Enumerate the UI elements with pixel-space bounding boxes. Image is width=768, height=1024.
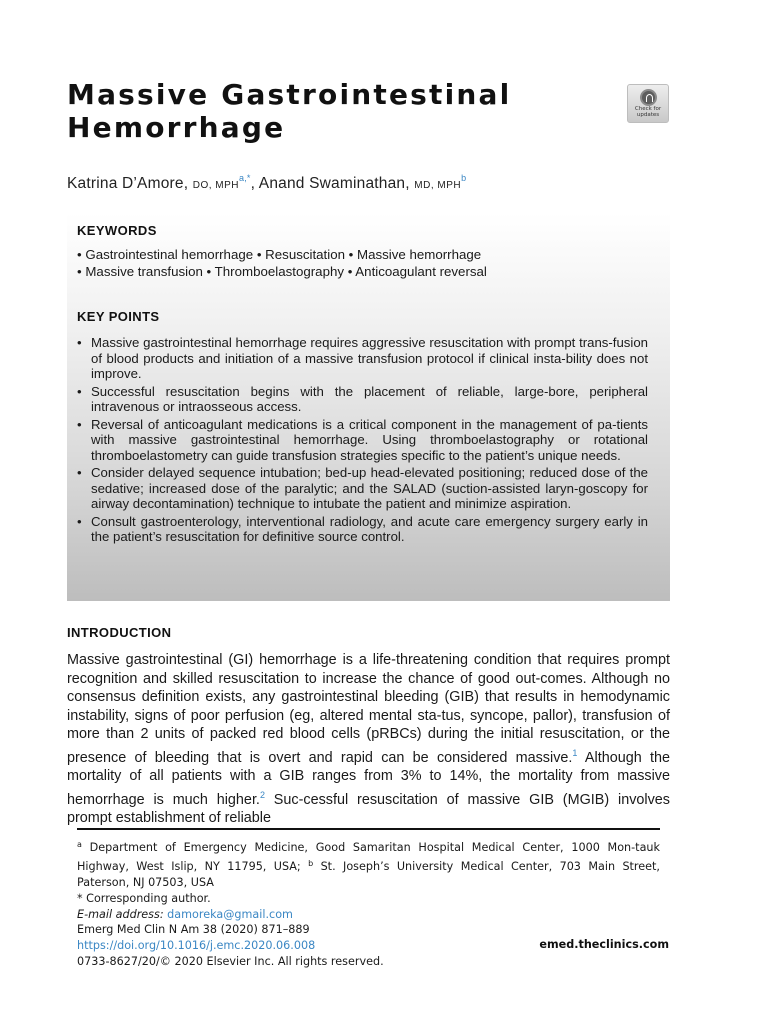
reference-link-2[interactable]: 2 [259, 789, 265, 800]
corresponding-author-note: * Corresponding author. [77, 892, 211, 905]
affiliation-b-mark: b [308, 859, 314, 868]
key-point-item: • Reversal of anticoagulant medications is a critical component in the management of pa-tients with massive gastrointestinal hemorrhage. Using thromboelastography or rotational thromboelastometry can guide transfusion strategies specific to the patient’s unique needs. [77, 417, 648, 464]
author-2-degrees: MD, MPH [414, 180, 462, 191]
author-2-name: Anand Swaminathan, [258, 175, 410, 192]
introduction-paragraph [67, 651, 670, 828]
journal-site: emed.theclinics.com [539, 938, 669, 951]
author-2-affiliation-mark[interactable]: b [461, 173, 467, 183]
copyright-line: 0733-8627/20/© 2020 Elsevier Inc. All rights reserved. [77, 955, 384, 968]
email-link[interactable]: damoreka@gmail.com [167, 908, 293, 921]
key-point-item: • Successful resuscitation begins with the placement of reliable, large-bore, peripheral intravenous or intraosseous access. [77, 384, 648, 415]
keywords-keypoints-box [67, 213, 670, 601]
key-points-list [77, 335, 648, 547]
article-title-line-2: Hemorrhage [67, 111, 286, 144]
intro-text-part-3: Suc-cessful resuscitation of massive GIB (MGIB) involves prompt establishment of reliable [67, 791, 670, 826]
journal-citation: Emerg Med Clin N Am 38 (2020) 871–889 [77, 923, 310, 936]
article-title-line-1: Massive Gastrointestinal [67, 78, 512, 111]
key-points-heading: KEY POINTS [77, 309, 160, 324]
affiliation-a-text: Department of Emergency Medicine, Good Samaritan Hospital Medical Center, 1000 Mon-tauk Highway, West Islip, NY 11795, USA; [77, 841, 660, 873]
intro-text-part-2: Although the mortality of all patients with a GIB ranges from 3% to 14%, the mortality from massive hemorrhage is much higher. [67, 749, 670, 808]
reference-link-1[interactable]: 1 [572, 747, 578, 758]
keywords-heading: KEYWORDS [77, 223, 157, 238]
key-point-item: • Consider delayed sequence intubation; bed-up head-elevated positioning; reduced dose of the sedative; increased dose of the paralytic; and the SALAD (suction-assisted laryn-goscopy for airway decontamination) technique to intubate the patient and minimize aspiration. [77, 465, 648, 512]
doi-link[interactable]: https://doi.org/10.1016/j.emc.2020.06.008 [77, 939, 316, 952]
check-for-updates-badge[interactable] [627, 84, 669, 123]
author-separator: , [250, 175, 256, 192]
affiliations [77, 837, 660, 891]
badge-text-line-2: updates [636, 112, 660, 118]
keywords-line-1: • Gastrointestinal hemorrhage • Resuscitation • Massive hemorrhage [77, 247, 482, 262]
email-label: E-mail address: [77, 908, 164, 921]
author-1-affiliation-mark[interactable]: a,* [239, 173, 251, 183]
badge-text-line-1: Check for [634, 106, 662, 112]
author-1-degrees: DO, MPH [192, 180, 240, 191]
intro-text-part-1: Massive gastrointestinal (GI) hemorrhage is a life-threatening condition that requires prompt recognition and skilled resuscitation to increase the chance of good out-comes. Although no consensus definition exists, any gastrointestinal bleeding (GIB) that results in hemodynamic instability, signs of poor perfusion (eg, altered mental sta-tus, syncope, pallor), transfusion of more than 2 units of packed red blood cells (pRBCs) during the initial resuscitation, or the presence of bleeding that is overt and rapid can be considered massive. [67, 652, 670, 766]
author-1-name: Katrina D’Amore, [67, 175, 189, 192]
check-for-updates-icon [640, 89, 657, 106]
key-point-item: • Massive gastrointestinal hemorrhage requires aggressive resuscitation with prompt trans-fusion of blood products and initiation of a massive transfusion protocol if clinical insta-bility does not improve. [77, 335, 648, 382]
footnotes [77, 837, 660, 923]
affiliation-a-mark: a [77, 840, 82, 849]
email-line [77, 907, 660, 923]
key-point-item: • Consult gastroenterology, interventional radiology, and acute care emergency surgery early in the patient’s resuscitation for definitive source control. [77, 514, 648, 545]
keywords-line-2: • Massive transfusion • Thromboelastography • Anticoagulant reversal [77, 264, 487, 279]
author-list [67, 173, 466, 193]
article-title [67, 78, 587, 144]
affiliation-b-text: St. Joseph’s University Medical Center, 703 Main Street, Paterson, NJ 07503, USA [77, 860, 660, 889]
footnote-divider [77, 828, 660, 830]
introduction-heading: INTRODUCTION [67, 625, 172, 640]
